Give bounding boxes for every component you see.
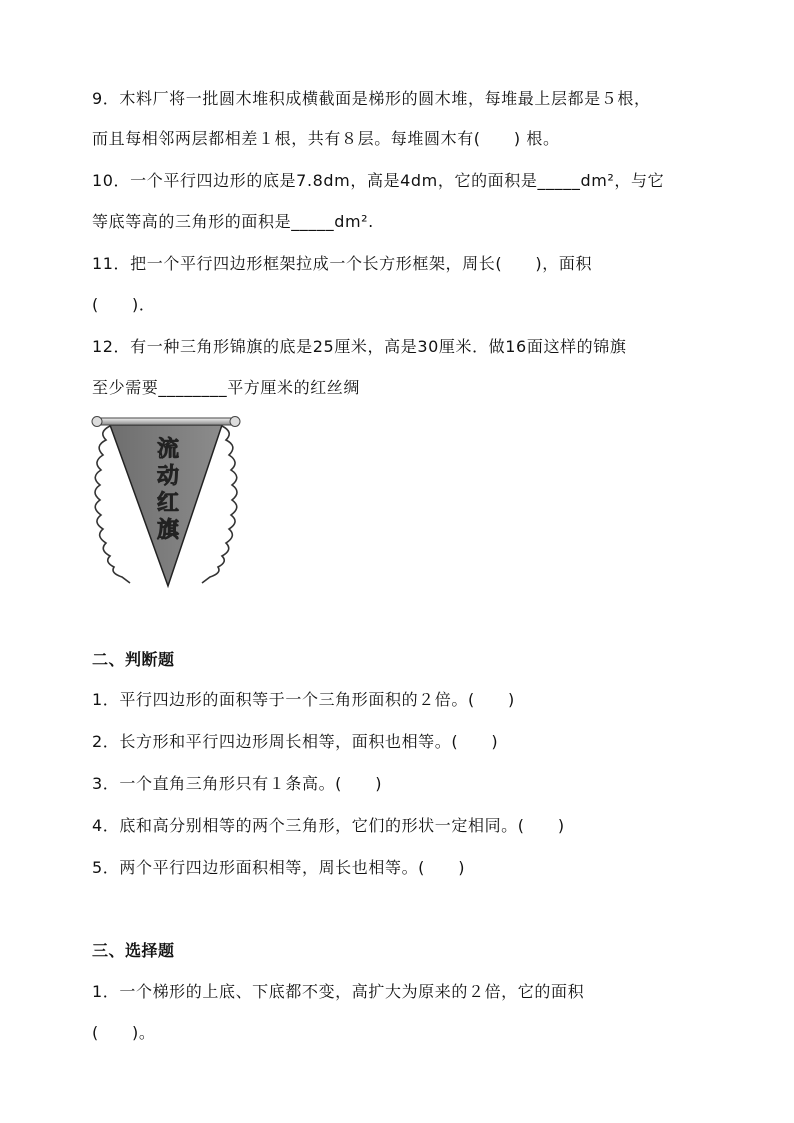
pennant-char: 动 [156, 464, 180, 489]
question-9-line-1: 9．木料厂将一批圆木堆积成横截面是梯形的圆木堆，每堆最上层都是５根， [92, 89, 651, 108]
question-9-line-2: 而且每相邻两层都相差１根，共有８层。每堆圆木有( ) 根。 [92, 129, 560, 148]
choice-heading: 三、选择题 [92, 941, 175, 960]
pole-knob-left [92, 417, 102, 427]
question-10-line-1: 10．一个平行四边形的底是7.8dm，高是4dm，它的面积是_____dm²，与它 [92, 171, 665, 190]
judge-heading: 二、判断题 [92, 650, 175, 669]
pole-knob-right [230, 417, 240, 427]
choice-question-1-line-2: ( )。 [92, 1023, 156, 1042]
pennant-char: 流 [156, 437, 180, 462]
pennant-char: 旗 [156, 518, 180, 543]
judge-item-1: 1．平行四边形的面积等于一个三角形面积的２倍。( ) [92, 690, 515, 709]
judge-item-4: 4．底和高分别相等的两个三角形，它们的形状一定相同。( ) [92, 816, 565, 835]
pennant-image [90, 412, 242, 590]
judge-item-3: 3．一个直角三角形只有１条高。( ) [92, 774, 383, 793]
question-12-line-1: 12．有一种三角形锦旗的底是25厘米，高是30厘米．做16面这样的锦旗 [92, 337, 627, 356]
question-10-line-2: 等底等高的三角形的面积是_____dm². [92, 212, 374, 231]
question-11-line-1: 11．把一个平行四边形框架拉成一个长方形框架，周长( )，面积 [92, 254, 593, 273]
question-12-line-2: 至少需要________平方厘米的红丝绸 [92, 378, 361, 397]
pennant-char: 红 [156, 491, 180, 516]
question-11-line-2: ( )． [92, 295, 156, 314]
judge-item-5: 5．两个平行四边形面积相等，周长也相等。( ) [92, 858, 466, 877]
choice-question-1-line-1: 1．一个梯形的上底、下底都不变，高扩大为原来的２倍，它的面积 [92, 982, 585, 1001]
pennant-pole [97, 418, 235, 425]
judge-item-2: 2．长方形和平行四边形周长相等，面积也相等。( ) [92, 732, 499, 751]
